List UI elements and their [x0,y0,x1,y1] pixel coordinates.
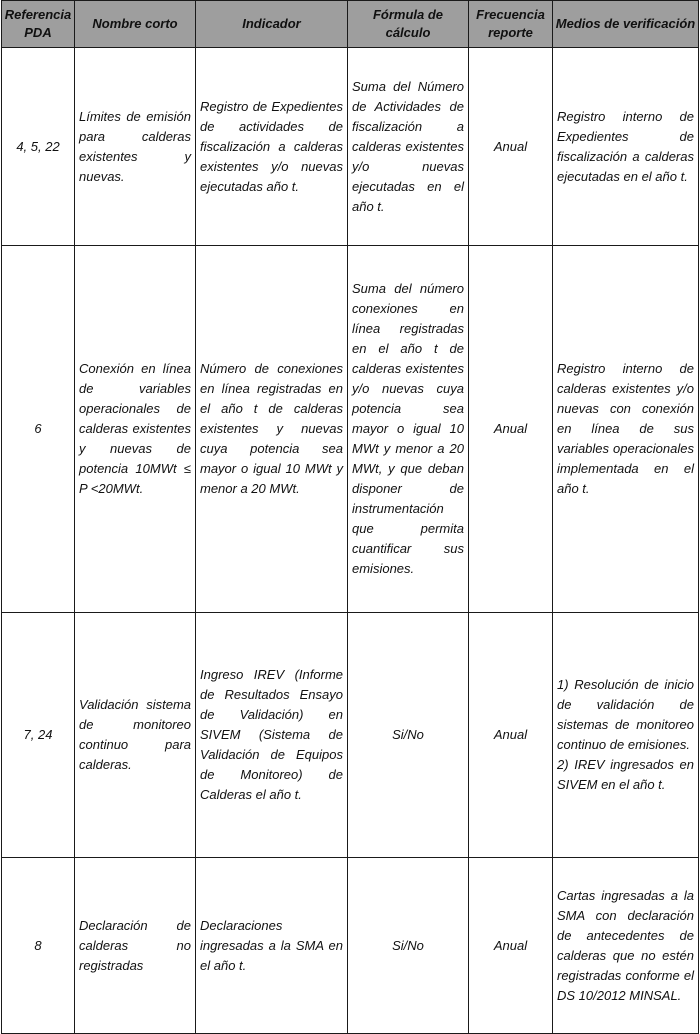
cell-frecuencia: Anual [469,858,553,1034]
cell-medios: Cartas ingresadas a la SMA con declaración de antecedentes de calderas que no estén registradas conforme el DS 10/2012 MINSAL. [553,858,699,1034]
cell-formula: Suma del Número de Actividades de fiscalización a calderas existentes y/o nuevas ejecutadas en el año t. [348,48,469,246]
cell-medios [553,613,699,858]
header-frecuencia: Frecuencia reporte [469,1,553,48]
table-row [2,48,699,246]
cell-nombre-corto: Límites de emisión para calderas existentes y nuevas. [75,48,196,246]
cell-frecuencia: Anual [469,613,553,858]
cell-frecuencia: Anual [469,48,553,246]
cell-referencia: 7, 24 [2,613,75,858]
indicator-table [1,0,699,1034]
medios-item-1: 1) Resolución de inicio de validación de sistemas de monitoreo continuo de emisiones. [557,677,694,752]
cell-formula: Si/No [348,858,469,1034]
cell-referencia: 4, 5, 22 [2,48,75,246]
header-formula: Fórmula de cálculo [348,1,469,48]
table-row [2,613,699,858]
header-indicador: Indicador [196,1,348,48]
cell-nombre-corto: Conexión en línea de variables operacionales de calderas existentes y nuevas de potencia 10MWt ≤ P <20MWt. [75,246,196,613]
header-row [2,1,699,48]
table-row [2,858,699,1034]
header-nombre-corto: Nombre corto [75,1,196,48]
cell-indicador: Ingreso IREV (Informe de Resultados Ensayo de Validación) en SIVEM (Sistema de Validación de Equipos de Monitoreo) de Calderas el año t. [196,613,348,858]
cell-medios: Registro interno de calderas existentes y/o nuevas con conexión en línea de sus variables operacionales implementada en el año t. [553,246,699,613]
cell-referencia: 8 [2,858,75,1034]
cell-nombre-corto: Declaración de calderas no registradas [75,858,196,1034]
cell-formula: Si/No [348,613,469,858]
cell-indicador: Número de conexiones en línea registradas en el año t de calderas existentes y nuevas cuya potencia sea mayor o igual 10 MWt y menor a 20 MWt. [196,246,348,613]
cell-referencia: 6 [2,246,75,613]
cell-indicador: Declaraciones ingresadas a la SMA en el año t. [196,858,348,1034]
header-referencia: Referencia PDA [2,1,75,48]
table-row [2,246,699,613]
medios-item-2: 2) IREV ingresados en SIVEM en el año t. [557,757,694,792]
cell-nombre-corto: Validación sistema de monitoreo continuo para calderas. [75,613,196,858]
cell-indicador: Registro de Expedientes de actividades de fiscalización a calderas existentes y/o nuevas ejecutadas año t. [196,48,348,246]
cell-frecuencia: Anual [469,246,553,613]
cell-formula: Suma del número conexiones en línea registradas en el año t de calderas existentes y/o nuevas cuya potencia sea mayor o igual 10 MWt y menor a 20 MWt, y que deban disponer de instrumentación que permita cuantificar sus emisiones. [348,246,469,613]
header-medios: Medios de verificación [553,1,699,48]
cell-medios: Registro interno de Expedientes de fiscalización a calderas ejecutadas en el año t. [553,48,699,246]
